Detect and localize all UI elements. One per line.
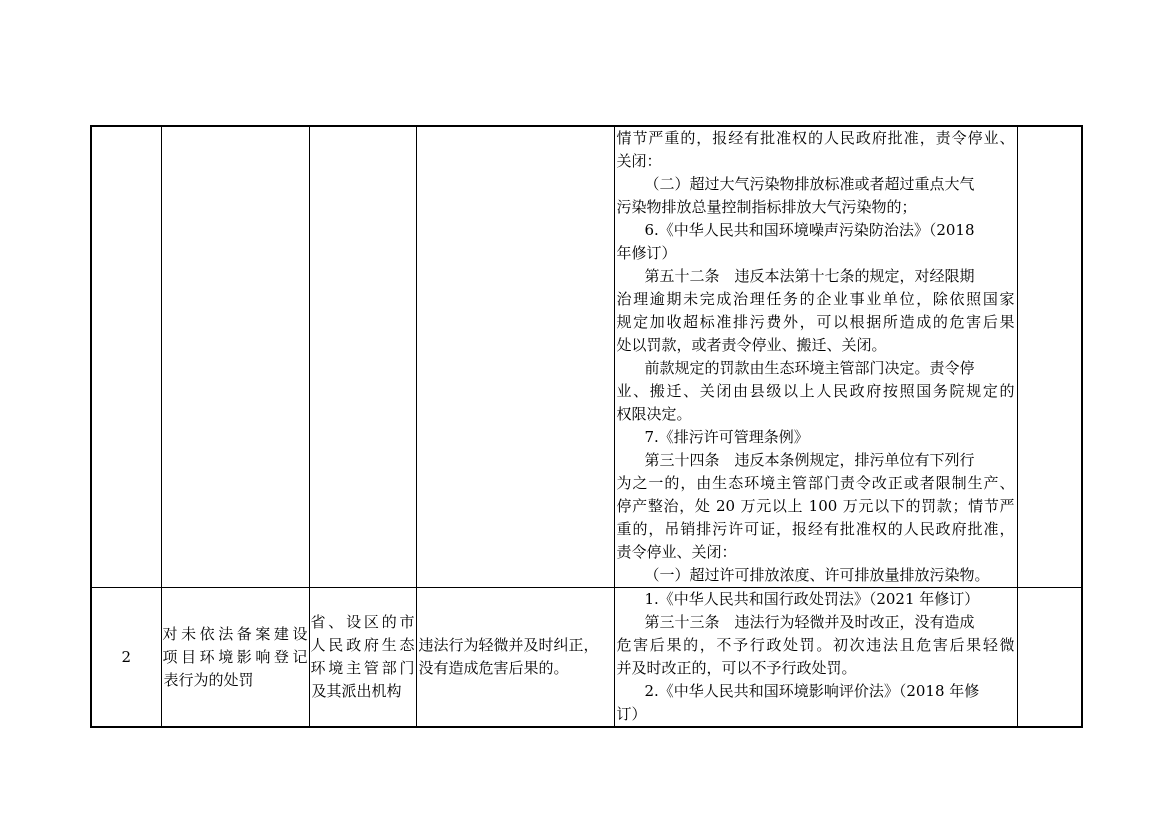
basis-line: 治理逾期未完成治理任务的企业事业单位，除依照国家 (616, 290, 1015, 308)
basis-line: 第三十三条 违法行为轻微并及时改正，没有造成 (644, 613, 975, 631)
basis-line: 为之一的，由生态环境主管部门责令改正或者限制生产、 (616, 474, 1015, 492)
basis-line: 订） (616, 705, 647, 723)
basis-line: 权限决定。 (616, 405, 692, 423)
condition-cell (416, 588, 614, 728)
penalty-exemption-table (90, 125, 1083, 728)
basis-line: 前款规定的罚款由生态环境主管部门决定。责令停 (644, 359, 975, 377)
basis-line: （一）超过许可排放浓度、许可排放量排放污染物。 (644, 566, 990, 584)
authority-cell (309, 126, 416, 588)
basis-line: 并及时改正的，可以不予行政处罚。 (616, 659, 857, 677)
condition-line: 没有造成危害后果的。 (418, 659, 569, 677)
basis-line: 规定加收超标准排污费外，可以根据所造成的危害后果 (616, 313, 1015, 331)
basis-line: 2.《中华人民共和国环境影响评价法》（2018 年修 (644, 682, 980, 700)
basis-line: 责令停业、关闭： (616, 543, 737, 561)
condition-line: 违法行为轻微并及时纠正， (418, 636, 599, 654)
basis-line: 处以罚款，或者责令停业、搬迁、关闭。 (616, 336, 887, 354)
basis-line: 污染物排放总量控制指标排放大气污染物的； (616, 198, 917, 216)
serial-number-cell (91, 588, 161, 728)
note-cell (1017, 588, 1082, 728)
authority-cell (309, 588, 416, 728)
table-row (91, 588, 1082, 728)
condition-cell (416, 126, 614, 588)
basis-line: 停产整治，处 20 万元以上 100 万元以下的罚款；情节严 (616, 497, 1015, 515)
authority-line: 人民政府生态 (310, 636, 415, 654)
basis-line: 6.《中华人民共和国环境噪声污染防治法》（2018 (644, 221, 975, 239)
table-row (91, 126, 1082, 588)
basis-line: 年修订） (616, 244, 677, 262)
authority-line: 及其派出机构 (311, 682, 402, 700)
basis-line: 第五十二条 违反本法第十七条的规定，对经限期 (644, 267, 975, 285)
basis-line: 第三十四条 违反本条例规定，排污单位有下列行 (644, 451, 975, 469)
basis-line: 重的，吊销排污许可证，报经有批准权的人民政府批准， (616, 520, 1015, 538)
authority-line: 环境主管部门 (310, 659, 415, 677)
basis-line: （二）超过大气污染物排放标准或者超过重点大气 (644, 175, 975, 193)
item-line: 项目环境影响登记 (162, 647, 308, 666)
serial-number-cell (91, 126, 161, 588)
note-cell (1017, 126, 1082, 588)
serial-number: 2 (121, 647, 132, 666)
basis-line: 1.《中华人民共和国行政处罚法》（2021 年修订） (644, 590, 980, 608)
item-line: 表行为的处罚 (163, 670, 254, 689)
authority-line: 省、设区的市 (310, 613, 415, 631)
item-line: 对未依法备案建设 (162, 624, 308, 643)
legal-basis-cell (614, 126, 1017, 588)
item-cell (161, 126, 309, 588)
basis-line: 关闭： (616, 152, 662, 170)
legal-basis-cell (614, 588, 1017, 728)
item-cell (161, 588, 309, 728)
basis-line: 危害后果的，不予行政处罚。初次违法且危害后果轻微 (616, 636, 1015, 654)
basis-line: 情节严重的，报经有批准权的人民政府批准，责令停业、 (616, 129, 1015, 147)
basis-line: 业、搬迁、关闭由县级以上人民政府按照国务院规定的 (616, 382, 1015, 400)
basis-line: 7.《排污许可管理条例》 (644, 428, 809, 446)
